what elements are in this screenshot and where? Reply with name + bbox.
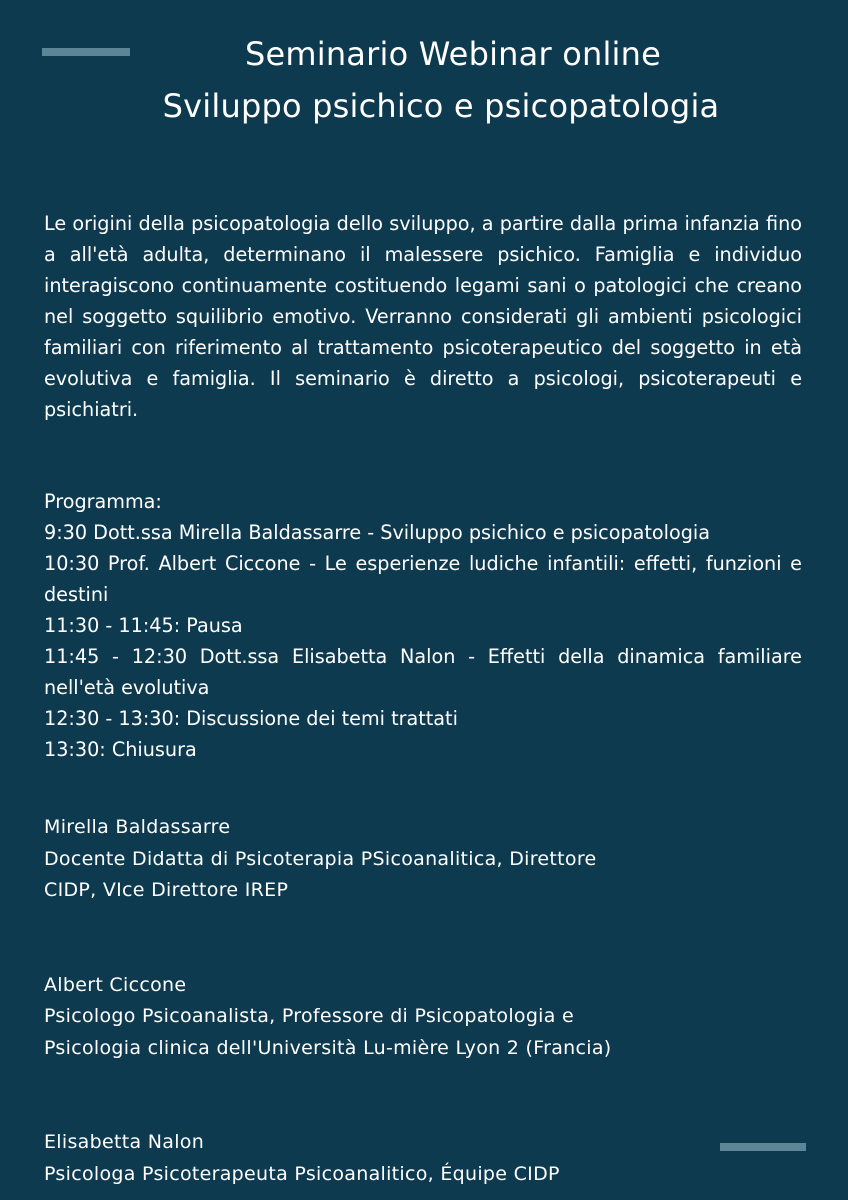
speaker-role: CIDP, VIce Direttore IREP [44, 879, 289, 901]
description-block [44, 208, 802, 425]
speaker-name: Mirella Baldassarre [44, 816, 231, 838]
speaker-role: Psicologo Psicoanalista, Professore di Psicopatologia e [44, 1005, 575, 1027]
programme-item: 11:45 - 12:30 Dott.ssa Elisabetta Nalon - Effetti della dinamica familiare nell'età evolutiva [44, 645, 802, 699]
spacer [44, 1064, 802, 1127]
speaker-role: Psicologa Psicoterapeuta Psicoanalitico, Équipe CIDP [44, 1162, 560, 1185]
title-line-2: Sviluppo psichico e psicopatologia [162, 87, 720, 125]
speaker-name: Elisabetta Nalon [44, 1131, 205, 1153]
title-line-1: Seminario Webinar online [244, 35, 662, 73]
spacer [44, 907, 802, 970]
programme-item: 12:30 - 13:30: Discussione dei temi trattati [44, 707, 458, 730]
programme-item: 9:30 Dott.ssa Mirella Baldassarre - Sviluppo psichico e psicopatologia [44, 521, 710, 544]
bottom-accent-bar [720, 1143, 806, 1151]
description-text: Le origini della psicopatologia dello sviluppo, a partire dalla prima infanzia fino a all'età adulta, determinano il malessere psichico. Famiglia e individuo interagiscono continuamente costituendo legami sani o patologici che creano nel soggetto squilibrio emotivo. Verranno considerati gli ambienti psicologici familiari con riferimento al trattamento psicoterapeutico del soggetto in età evolutiva e famiglia. Il seminario è diretto a psicologi, psicoterapeuti e psichiatri. [44, 212, 802, 421]
programme-section [44, 486, 802, 765]
speaker-name: Albert Ciccone [44, 973, 187, 996]
speakers-section [44, 812, 802, 1190]
programme-item: 10:30 Prof. Albert Ciccone - Le esperienze ludiche infantili: effetti, funzioni e destini [44, 552, 802, 606]
speaker-role: Psicologia clinica dell'Università Lu-mière Lyon 2 (Francia) [44, 1036, 612, 1059]
programme-item: 13:30: Chiusura [44, 738, 197, 761]
programme-item: 11:30 - 11:45: Pausa [44, 614, 243, 637]
programme-heading: Programma: [44, 490, 162, 513]
speaker-role: Docente Didatta di Psicoterapia PSicoanalitica, Direttore [44, 847, 597, 870]
